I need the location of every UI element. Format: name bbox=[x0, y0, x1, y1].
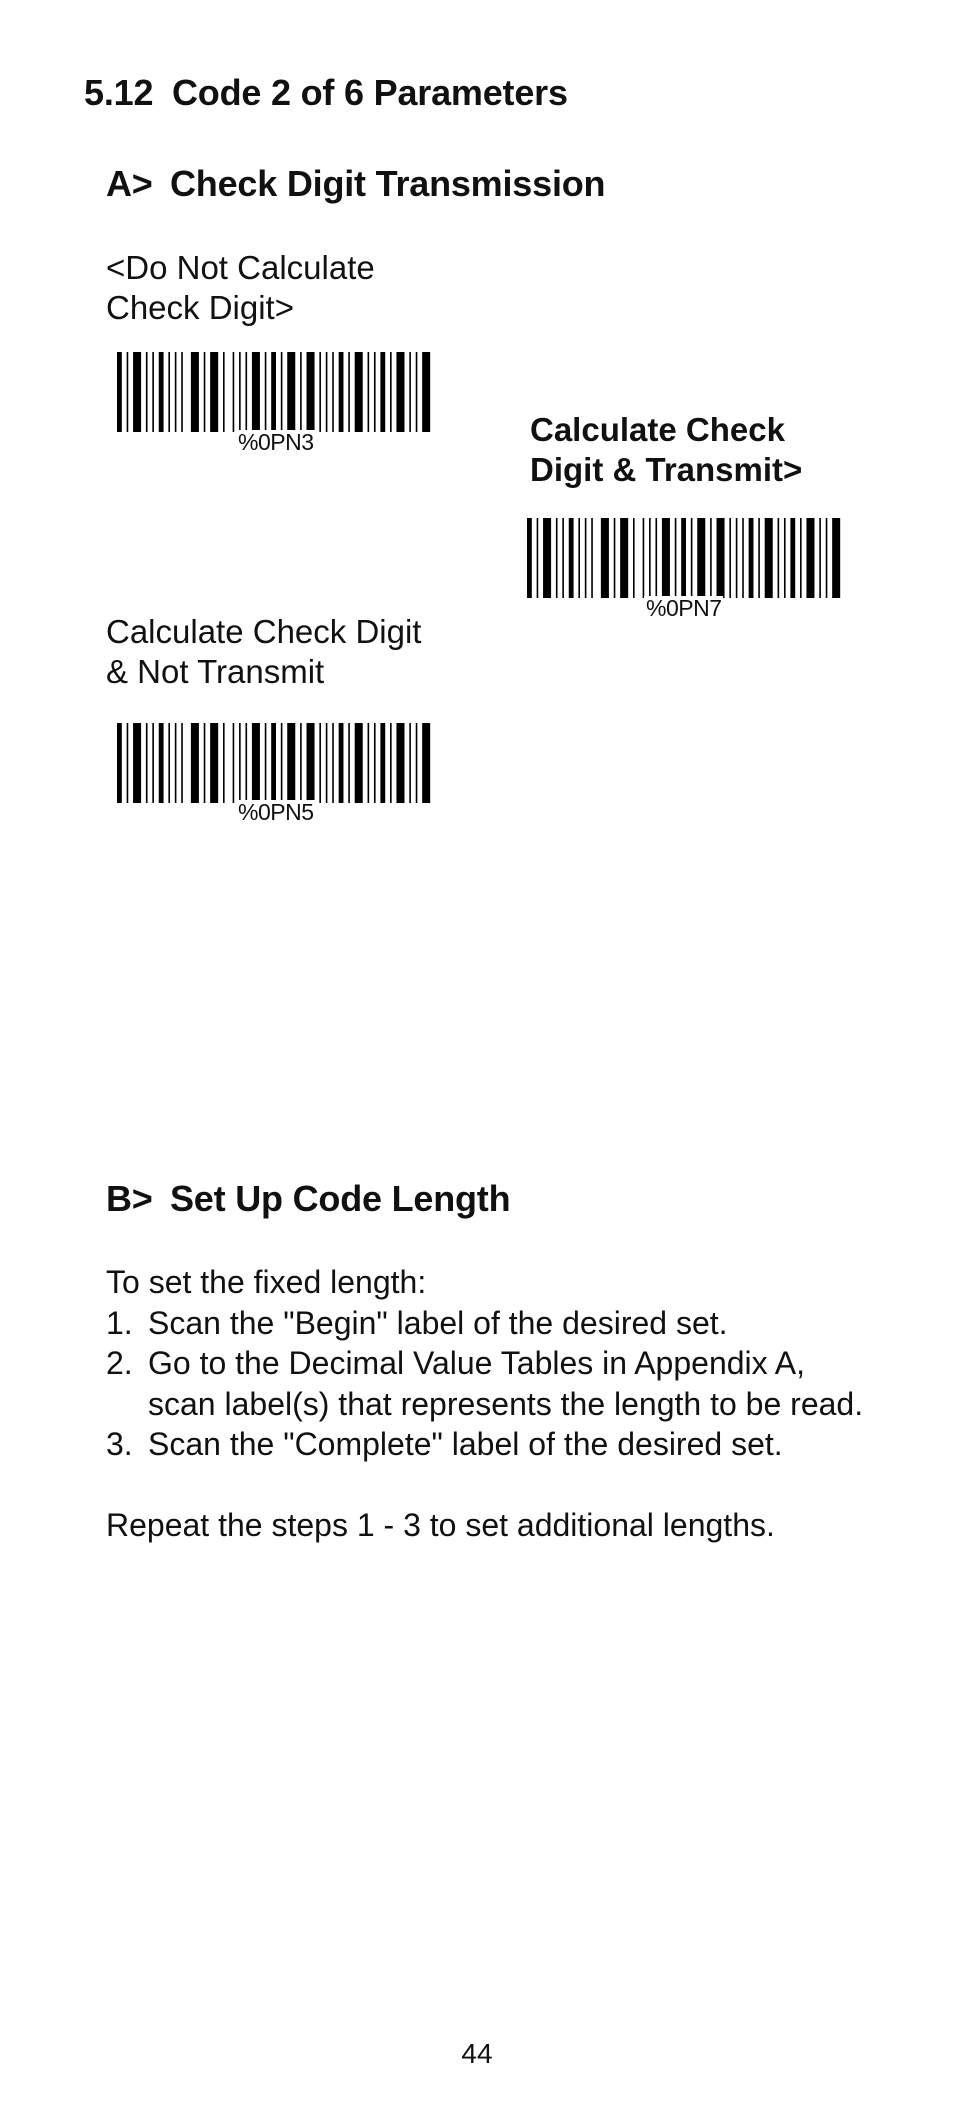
barcode-bar bbox=[758, 518, 760, 598]
barcode-bar bbox=[117, 352, 122, 432]
barcode-bars bbox=[526, 518, 846, 598]
barcode-bar bbox=[355, 723, 363, 803]
barcode-bar bbox=[181, 352, 183, 432]
step-text: Go to the Decimal Value Tables in Appendix A, scan label(s) that represents the length to be read. bbox=[148, 1345, 864, 1422]
step-number: 1. bbox=[106, 1304, 133, 1341]
barcode-bar bbox=[191, 352, 199, 432]
barcode-bar bbox=[390, 352, 392, 432]
barcode-bar bbox=[800, 518, 802, 598]
barcode-bar bbox=[819, 518, 821, 598]
barcode-bar bbox=[239, 723, 241, 803]
barcode-bar bbox=[749, 518, 754, 598]
barcode-bar bbox=[778, 518, 780, 598]
barcode-code-label: %0PN7 bbox=[646, 595, 722, 621]
barcode-bar bbox=[300, 723, 302, 803]
page-number: 44 bbox=[461, 2038, 493, 2069]
barcode-do-not-calculate[interactable] bbox=[116, 352, 436, 432]
barcode-bar bbox=[348, 723, 350, 803]
barcode-bar bbox=[562, 518, 564, 598]
barcode-bar bbox=[319, 352, 321, 432]
barcode-bar bbox=[691, 518, 693, 598]
barcode-bar bbox=[168, 723, 170, 803]
part-a-label: A> bbox=[106, 163, 153, 204]
barcode-bar bbox=[159, 723, 164, 803]
barcode-bar bbox=[159, 352, 164, 432]
option-text-line: Check Digit> bbox=[106, 289, 294, 326]
barcode-code-label: %0PN3 bbox=[238, 429, 314, 455]
option-calculate-not-transmit bbox=[106, 612, 421, 692]
barcode-bar bbox=[271, 723, 276, 803]
barcode-bars bbox=[116, 723, 436, 803]
barcode-calculate-not-transmit[interactable] bbox=[116, 723, 436, 803]
option-text-line: & Not Transmit bbox=[106, 653, 325, 690]
barcode-bar bbox=[245, 723, 247, 803]
barcode-bar bbox=[620, 518, 628, 598]
barcode-bar bbox=[326, 352, 328, 432]
barcode-bar bbox=[765, 518, 773, 598]
option-text-line: Calculate Check bbox=[530, 411, 785, 448]
option-text-line: Digit & Transmit> bbox=[530, 451, 803, 488]
barcode-bar bbox=[784, 518, 786, 598]
barcode-bar bbox=[300, 352, 302, 432]
part-a-title: Check Digit Transmission bbox=[170, 163, 606, 204]
barcode-bar bbox=[643, 518, 645, 598]
option-text-line: <Do Not Calculate bbox=[106, 249, 375, 286]
barcode-bar bbox=[191, 723, 199, 803]
barcode-bar bbox=[527, 518, 532, 598]
barcode-bar bbox=[281, 723, 283, 803]
part-b-heading bbox=[106, 1178, 510, 1220]
barcode-bar bbox=[152, 352, 154, 432]
barcode-bar bbox=[662, 518, 670, 598]
barcode-code-label: %0PN5 bbox=[238, 799, 314, 825]
option-do-not-calculate bbox=[106, 248, 375, 328]
barcode-bar bbox=[332, 352, 334, 432]
barcode-bar bbox=[204, 352, 206, 432]
list-item bbox=[106, 1343, 866, 1424]
barcode-bar bbox=[168, 352, 170, 432]
barcode-bar bbox=[223, 723, 225, 803]
barcode-bar bbox=[326, 723, 328, 803]
steps-list bbox=[106, 1303, 866, 1465]
barcode-bar bbox=[396, 352, 404, 432]
barcode-bar bbox=[307, 352, 315, 432]
step-number: 2. bbox=[106, 1345, 133, 1381]
barcode-bar bbox=[649, 518, 651, 598]
barcode-bar bbox=[368, 352, 370, 432]
barcode-bar bbox=[152, 723, 154, 803]
barcode-bar bbox=[832, 518, 840, 598]
barcode-bar bbox=[204, 723, 206, 803]
barcode-bar bbox=[252, 723, 260, 803]
barcode-bar bbox=[790, 518, 795, 598]
barcode-bar bbox=[239, 352, 241, 432]
barcode-bar bbox=[614, 518, 616, 598]
barcode-bar bbox=[710, 518, 712, 598]
barcode-bar bbox=[233, 352, 235, 432]
barcode-bar bbox=[409, 723, 411, 803]
part-a-heading bbox=[106, 163, 605, 205]
barcode-bar bbox=[380, 723, 385, 803]
barcode-bar bbox=[585, 518, 587, 598]
barcode-bar bbox=[422, 352, 430, 432]
barcode-bar bbox=[578, 518, 580, 598]
barcode-bar bbox=[396, 723, 404, 803]
barcode-bar bbox=[742, 518, 744, 598]
barcode-bar bbox=[181, 723, 183, 803]
barcode-bar bbox=[210, 352, 218, 432]
barcode-bar bbox=[374, 352, 376, 432]
list-item bbox=[106, 1424, 866, 1465]
outro-text: Repeat the steps 1 - 3 to set additional lengths. bbox=[106, 1506, 775, 1543]
barcode-bar bbox=[210, 723, 218, 803]
step-number: 3. bbox=[106, 1426, 133, 1462]
barcode-bar bbox=[355, 352, 363, 432]
barcode-bar bbox=[390, 723, 392, 803]
barcode-bar bbox=[281, 352, 283, 432]
barcode-bar bbox=[633, 518, 635, 598]
barcode-bar bbox=[601, 518, 609, 598]
barcode-bar bbox=[591, 518, 593, 598]
barcode-bar bbox=[133, 352, 141, 432]
part-b-body bbox=[106, 1262, 866, 1545]
barcode-bar bbox=[681, 518, 686, 598]
part-b-label: B> bbox=[106, 1178, 153, 1219]
barcode-bar bbox=[319, 723, 321, 803]
section-heading bbox=[84, 72, 568, 114]
option-text-line: Calculate Check Digit bbox=[106, 613, 422, 650]
section-title: Code 2 of 6 Parameters bbox=[172, 72, 568, 113]
barcode-bar bbox=[271, 352, 276, 432]
intro-text: To set the fixed length: bbox=[106, 1264, 427, 1300]
barcode-bar bbox=[332, 723, 334, 803]
list-item bbox=[106, 1303, 866, 1344]
barcode-calculate-transmit[interactable] bbox=[526, 518, 846, 598]
barcode-bar bbox=[146, 352, 148, 432]
barcode-bar bbox=[287, 723, 295, 803]
barcode-bar bbox=[368, 723, 370, 803]
barcode-bar bbox=[556, 518, 558, 598]
barcode-bar bbox=[697, 518, 705, 598]
barcode-bar bbox=[416, 352, 418, 432]
step-text: Scan the "Begin" label of the desired set. bbox=[148, 1304, 728, 1341]
barcode-bar bbox=[537, 518, 539, 598]
barcode-bar bbox=[252, 352, 260, 432]
barcode-bar bbox=[127, 723, 129, 803]
barcode-bar bbox=[543, 518, 551, 598]
barcode-bar bbox=[826, 518, 828, 598]
option-calculate-transmit bbox=[530, 410, 802, 490]
barcode-bar bbox=[287, 352, 295, 432]
barcode-bar bbox=[233, 723, 235, 803]
barcode-bar bbox=[133, 723, 141, 803]
barcode-bar bbox=[339, 723, 344, 803]
barcode-bar bbox=[409, 352, 411, 432]
barcode-bar bbox=[245, 352, 247, 432]
barcode-bar bbox=[569, 518, 574, 598]
barcode-bar bbox=[374, 723, 376, 803]
barcode-bar bbox=[655, 518, 657, 598]
barcode-bar bbox=[422, 723, 430, 803]
barcode-bars bbox=[116, 352, 436, 432]
barcode-bar bbox=[175, 723, 177, 803]
barcode-bar bbox=[307, 723, 315, 803]
barcode-bar bbox=[380, 352, 385, 432]
barcode-bar bbox=[729, 518, 731, 598]
barcode-bar bbox=[117, 723, 122, 803]
barcode-bar bbox=[146, 723, 148, 803]
barcode-bar bbox=[127, 352, 129, 432]
barcode-bar bbox=[675, 518, 677, 598]
barcode-bar bbox=[223, 352, 225, 432]
barcode-bar bbox=[348, 352, 350, 432]
step-text: Scan the "Complete" label of the desired set. bbox=[148, 1426, 783, 1462]
barcode-bar bbox=[265, 352, 267, 432]
section-number: 5.12 bbox=[84, 72, 154, 113]
barcode-bar bbox=[265, 723, 267, 803]
barcode-bar bbox=[717, 518, 725, 598]
barcode-bar bbox=[736, 518, 738, 598]
barcode-bar bbox=[175, 352, 177, 432]
part-b-title: Set Up Code Length bbox=[170, 1178, 511, 1219]
barcode-bar bbox=[339, 352, 344, 432]
barcode-bar bbox=[416, 723, 418, 803]
barcode-bar bbox=[806, 518, 814, 598]
